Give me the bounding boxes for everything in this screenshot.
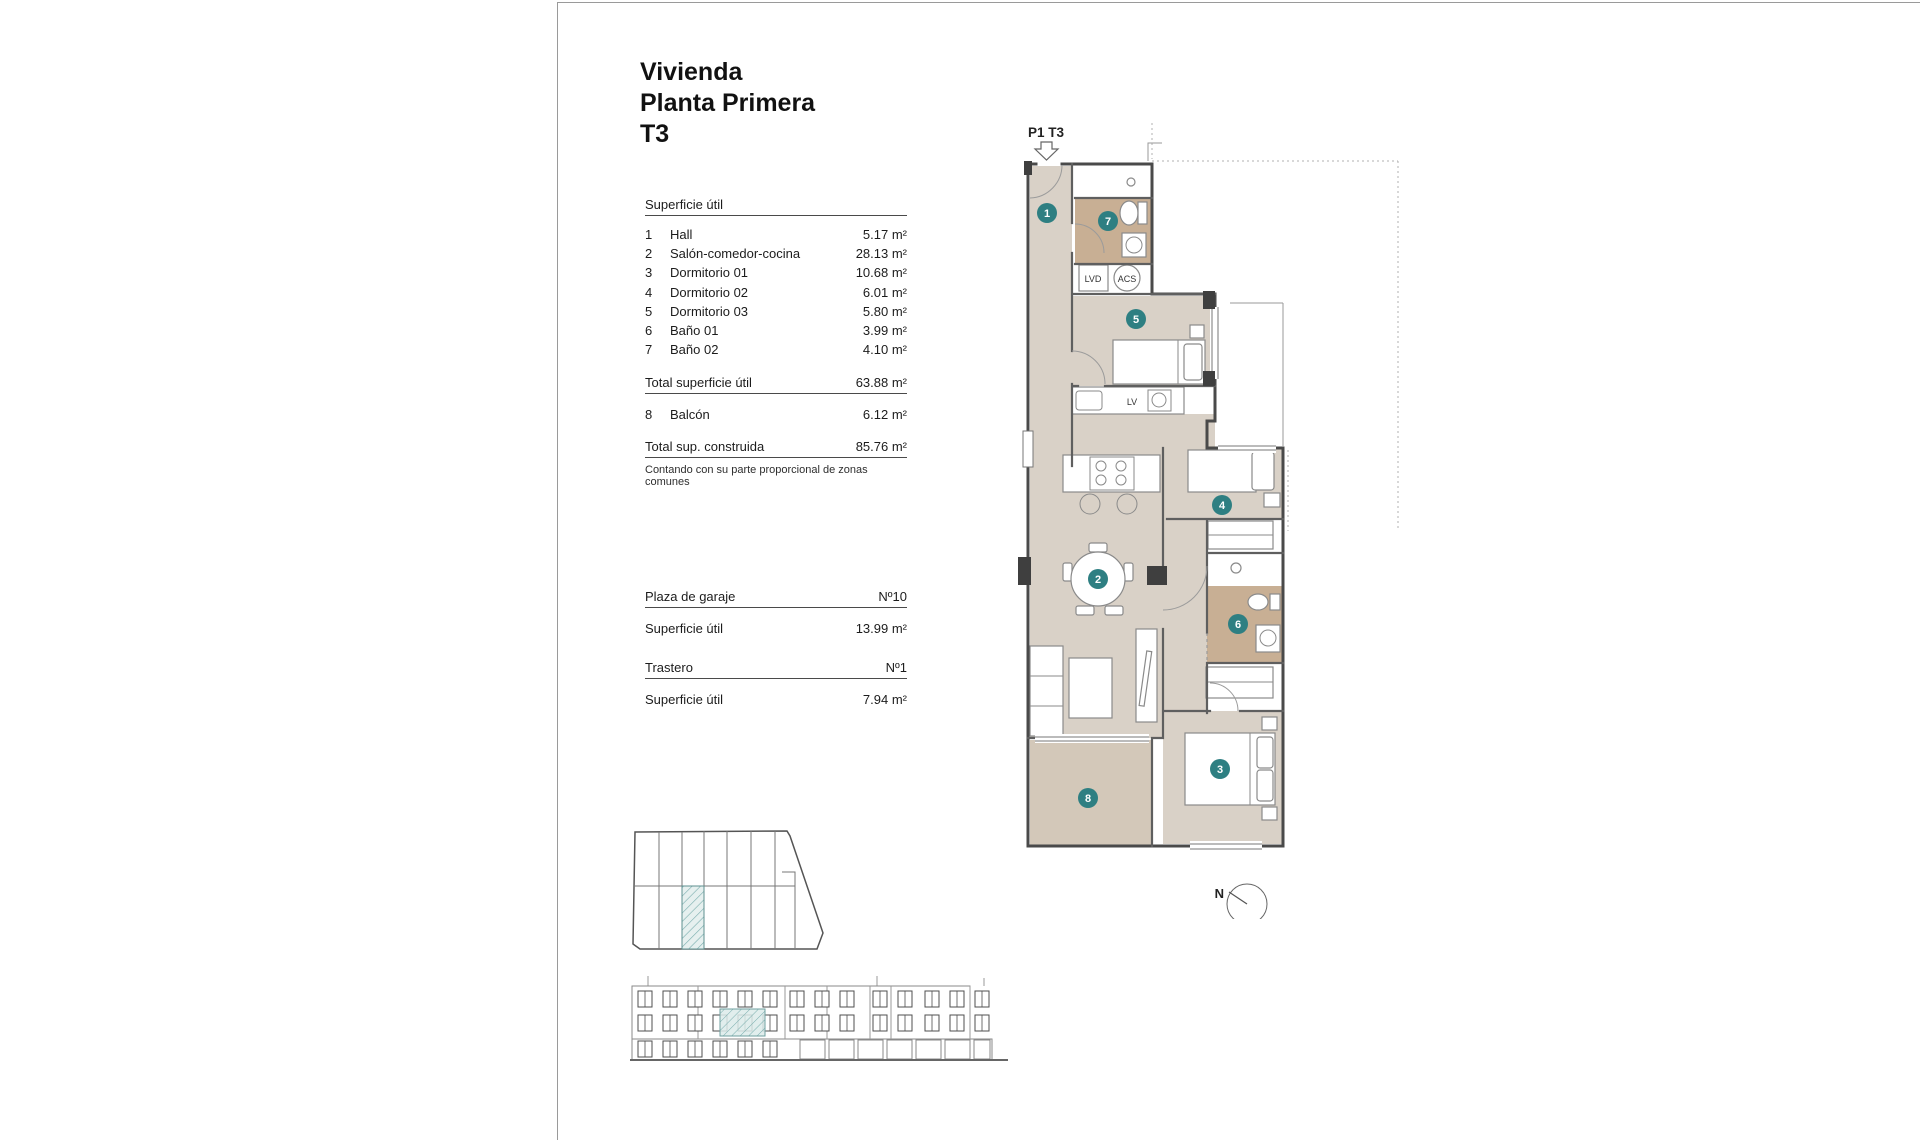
toilet — [1248, 594, 1268, 610]
lvd-label: LVD — [1084, 274, 1102, 284]
site-key-plan — [632, 827, 832, 953]
svg-text:1: 1 — [1043, 208, 1051, 220]
building-elevation — [630, 976, 1008, 1071]
windows-ground-floor — [638, 1040, 990, 1059]
chair — [1076, 606, 1094, 615]
garage-block — [645, 589, 907, 707]
table-row: 1 Hall 5.17 m² — [645, 227, 907, 242]
total-built-row: Total sup. construida 85.76 m² — [645, 439, 907, 458]
kitchen-island — [1063, 455, 1160, 492]
compass-n-label: N — [1214, 886, 1224, 901]
acs-label: ACS — [1117, 274, 1137, 284]
chair — [1105, 606, 1123, 615]
table-row: 5 Dormitorio 03 5.80 m² — [645, 303, 907, 319]
sink — [1231, 563, 1241, 573]
surface-table-rows — [645, 227, 907, 361]
room-badge-bedroom-02 — [1212, 495, 1232, 515]
svg-text:7: 7 — [1104, 216, 1112, 228]
elevation-highlighted-unit — [720, 1009, 765, 1036]
table-row: 2 Salón-comedor-cocina 28.13 m² — [645, 246, 907, 262]
svg-text:6: 6 — [1234, 619, 1242, 631]
compass-needle — [1229, 892, 1247, 904]
coffee-table — [1069, 658, 1112, 718]
site-highlighted-unit — [682, 886, 704, 949]
lv-label: LV — [1126, 397, 1138, 407]
garage-area-row: Superficie útil 13.99 m² — [645, 621, 907, 636]
surface-table — [645, 197, 907, 361]
left-wall-window — [1023, 431, 1033, 467]
title-line-3: T3 — [640, 120, 670, 148]
garage-row: Plaza de garaje Nº10 — [645, 589, 907, 608]
nightstand — [1262, 807, 1277, 820]
plan-label: P1 T3 — [1028, 125, 1065, 140]
room-badge-living — [1088, 569, 1108, 589]
room-badge-bath-01 — [1228, 614, 1248, 634]
title-line-2: Planta Primera — [640, 89, 816, 117]
svg-text:2: 2 — [1094, 574, 1102, 586]
table-row: 4 Dormitorio 02 6.01 m² — [645, 284, 907, 300]
storage-row: Trastero Nº1 — [645, 660, 907, 679]
single-bed — [1188, 450, 1256, 492]
entry-arrow-icon — [1035, 142, 1058, 160]
plan-sheet — [557, 2, 1920, 1140]
svg-text:4: 4 — [1218, 500, 1226, 512]
built-note: Contando con su parte proporcional de zonas comunes — [645, 464, 868, 488]
svg-text:5: 5 — [1132, 314, 1140, 326]
surface-table-header: Superficie útil — [645, 197, 907, 216]
totals-block — [645, 375, 907, 488]
room-badge-bath-02 — [1098, 211, 1118, 231]
table-row: 3 Dormitorio 01 10.68 m² — [645, 265, 907, 281]
compass — [1215, 884, 1267, 919]
table-row: 7 Baño 02 4.10 m² — [645, 342, 907, 358]
balcony-row: 8 Balcón 6.12 m² — [645, 407, 907, 422]
svg-text:3: 3 — [1216, 764, 1224, 776]
sofa — [1030, 646, 1063, 736]
nightstand — [1262, 717, 1277, 730]
nightstand — [1190, 325, 1204, 338]
room-badge-bedroom-03 — [1126, 309, 1146, 329]
nightstand — [1264, 493, 1280, 507]
terrace-sink — [1127, 178, 1135, 186]
room-badge-balcony — [1078, 788, 1098, 808]
svg-text:8: 8 — [1084, 793, 1092, 805]
toilet — [1120, 201, 1138, 225]
room-badge-bedroom-01 — [1210, 759, 1230, 779]
chair — [1089, 543, 1107, 552]
room-badge-hall — [1037, 203, 1057, 223]
table-row: 6 Baño 01 3.99 m² — [645, 322, 907, 338]
total-useful-row: Total superficie útil 63.88 m² — [645, 375, 907, 394]
floor-plan — [1005, 119, 1425, 919]
storage-area-row: Superficie útil 7.94 m² — [645, 692, 907, 707]
page-title — [640, 57, 815, 150]
title-line-1: Vivienda — [640, 58, 743, 86]
